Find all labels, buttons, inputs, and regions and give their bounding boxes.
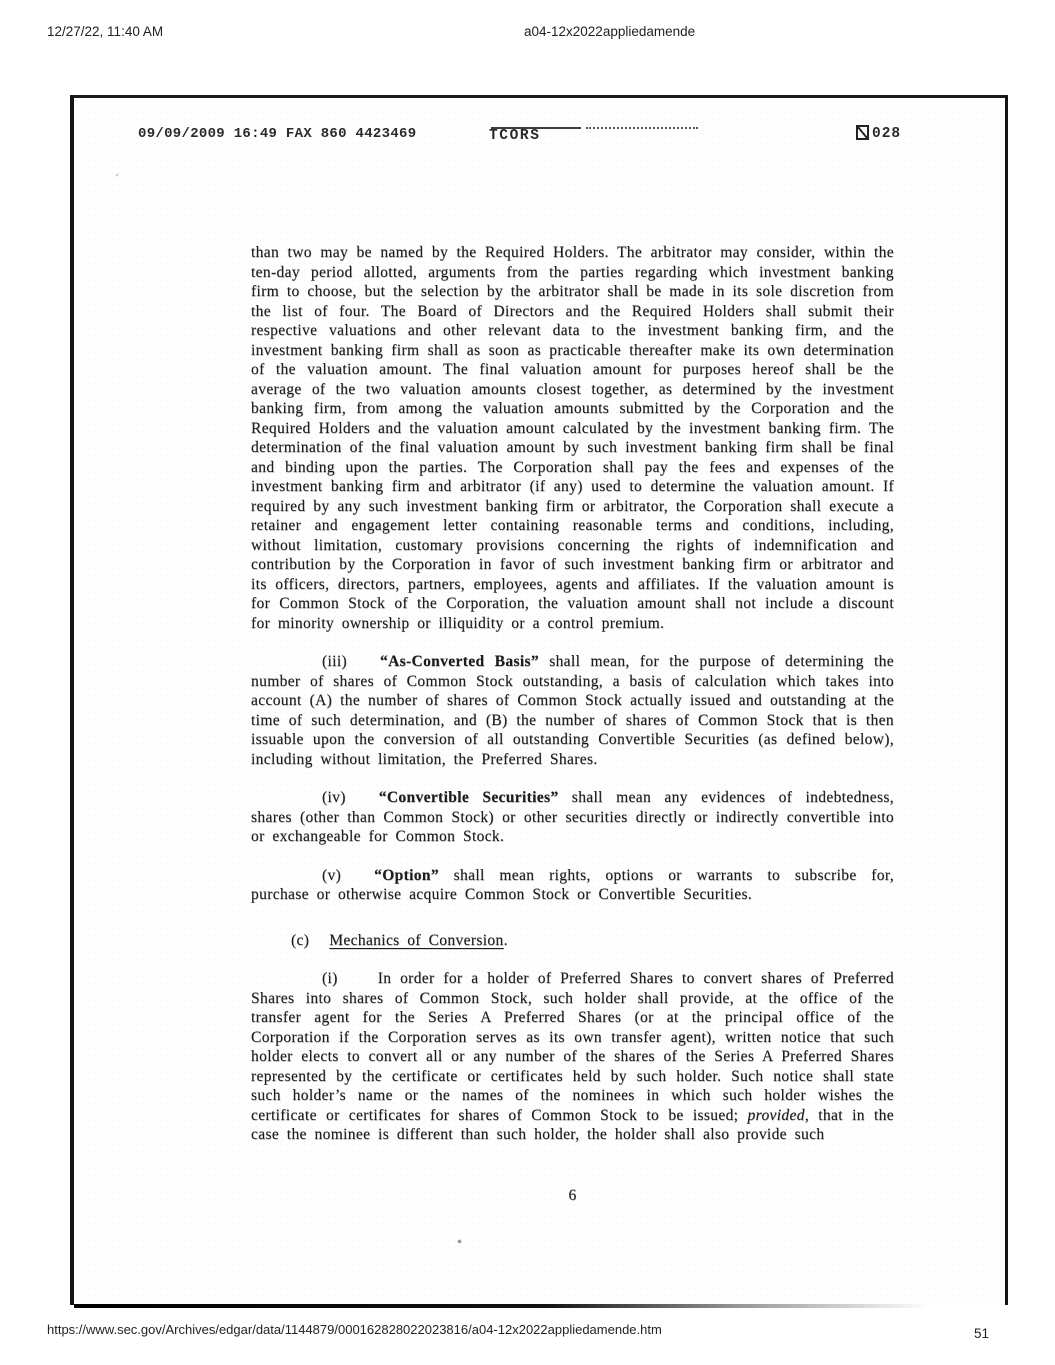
definition-text: shall mean rights, options or warrants to subscribe for, purchase or otherwise acquire Common Stock or Convertible Securities.: [251, 866, 894, 903]
defined-term: “Option”: [374, 866, 439, 884]
paragraph-valuation: than two may be named by the Required Holders. The arbitrator may consider, within the ten-day period allotted, arguments from the parties regarding which investment banking firm to choose, but the selection by the arbitrator shall be made in its sole discretion from the list of four. The Board of Directors and the Required Holders shall submit their respective valuations and other relevant data to the investment banking firm, and the investment banking firm shall as soon as practicable thereafter make its own determination of the valuation amount. The final valuation amount for purposes hereof shall be the average of the two valuation amounts closest together, as determined by the investment banking firm, from among the valuation amounts submitted by the Corporation and the Required Holders and the valuation amount calculated by the investment banking firm. The determination of the final valuation amount by such investment banking firm shall be final and binding upon the parties. The Corporation shall pay the fees and expenses of the investment banking firm and arbitrator (if any) used to determine the valuation amount. If required by any such investment banking firm or arbitrator, the Corporation shall execute a retainer and engagement letter containing reasonable terms and conditions, including, without limitation, customary provisions concerning the rights of indemnification and contribution by the Corporation in favor of such investment banking firm or arbitrator and its officers, directors, partners, employees, agents and affiliates. If the valuation amount is for Common Stock of the Corporation, the valuation amount shall not include a discount for minority ownership or illiquidity or a control premium.: [251, 244, 894, 632]
clause-number: (iii): [322, 653, 347, 670]
document-body: [251, 243, 894, 1303]
fax-page-count: [856, 125, 901, 142]
definition-text: shall mean any evidences of indebtedness, shares (other than Common Stock) or other securities directly or indirectly convertible into or exchangeable for Common Stock.: [251, 789, 894, 845]
scanned-fax-page: [70, 95, 1008, 1305]
fax-timestamp: 09/09/2009 16:49 FAX 860 4423469: [138, 126, 417, 142]
paragraph-text: In order for a holder of Preferred Shares to convert shares of Preferred Shares into shares of Common Stock, such holder shall provide, at the office of the transfer agent for the Series A Preferred Shares (or at the principal office of the Corporation if the Corporation serves as its own transfer agent), written notice that such holder elects to convert all or any number of the shares of the Series A Preferred Shares represented by the certificate or certificates held by such holder. Such notice shall state such holder’s name or the names of the nominees in which such holder wishes the certificate or certificates for shares of Common Stock to be issued;: [251, 970, 894, 1124]
paragraph-text: , that in the case the nominee is different than such holder, the holder shall also provide such: [251, 1106, 894, 1143]
footer-source-url: https://www.sec.gov/Archives/edgar/data/1144879/000162828022023816/a04-12x2022appliedamende.htm: [47, 1322, 662, 1337]
document-page-number: 6: [568, 1187, 577, 1204]
section-title: Mechanics of Conversion: [329, 931, 504, 949]
defined-term: “Convertible Securities”: [378, 789, 559, 806]
print-document-title: a04-12x2022appliedamende: [524, 24, 696, 39]
scan-speck: [116, 174, 118, 176]
fax-transmission-header: [74, 98, 1005, 158]
defined-term: “As-Converted Basis”: [380, 653, 539, 670]
definition-text: shall mean, for the purpose of determining the number of shares of Common Stock outstanding, a basis of calculation which takes into account (A) the number of shares of Common Stock actually issued and outstanding at the time of such determination, and (B) the number of shares of Common Stock that is then issuable upon the conversion of all outstanding Convertible Securities (as defined below), including without limitation, the Preferred Shares.: [251, 653, 894, 768]
page-count-icon: [856, 125, 869, 140]
definition-convertible-securities: [251, 788, 894, 847]
fax-page-count-value: 028: [872, 126, 902, 142]
footer-page-number: 51: [974, 1326, 990, 1341]
section-period: .: [503, 931, 508, 949]
definition-option: [251, 866, 894, 905]
clause-number: (iv): [322, 789, 346, 806]
paragraph-conversion-procedure: [251, 969, 894, 1145]
italic-provided: provided: [747, 1106, 805, 1124]
print-datetime: 12/27/22, 11:40 AM: [47, 24, 164, 39]
clause-number: (v): [322, 866, 342, 884]
definition-as-converted-basis: [251, 652, 894, 769]
clause-number: (i): [322, 970, 338, 987]
section-heading-mechanics-of-conversion: [251, 931, 894, 951]
section-number: (c): [291, 931, 310, 949]
scan-speck: [458, 1240, 461, 1243]
fax-station-id: TCORS: [489, 128, 541, 144]
